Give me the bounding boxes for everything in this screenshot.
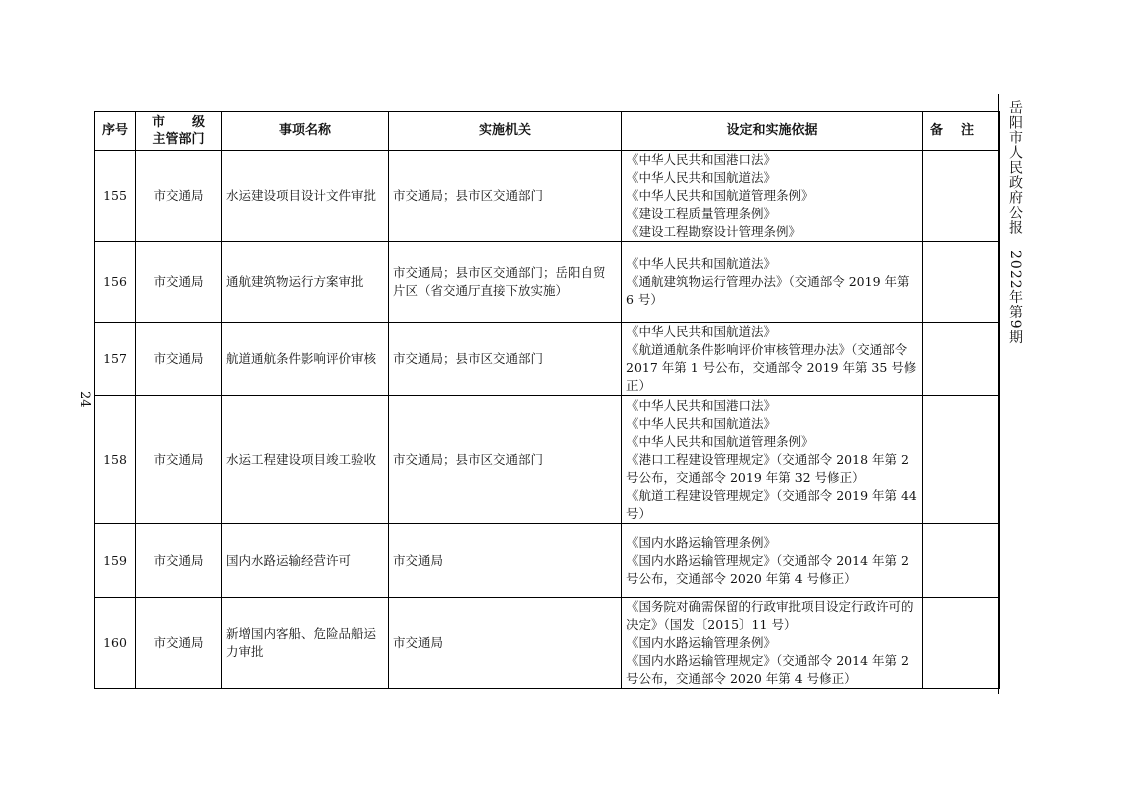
row-basis [622,396,923,524]
basis-line: 《国内水路运输管理规定》（交通部令 2014 年第 2 号公布，交通部令 2020 年第 4 号修正） [626,552,909,586]
header-dept-b: 级 [191,115,205,130]
row-note [923,598,1000,689]
basis-line: 《通航建筑物运行管理办法》（交通部令 2019 年第 6 号） [626,274,910,307]
basis-line: 《中华人民共和国港口法》 [626,397,777,413]
row-note [923,151,1000,242]
row-basis [622,242,923,323]
header-seq: 序号 [95,112,136,151]
basis-line: 《国内水路运输管理条例》 [626,635,777,650]
row-seq: 160 [95,598,136,689]
row-dept: 市交通局 [136,323,222,396]
row-item-name: 航道通航条件影响评价审核 [222,323,389,396]
row-dept: 市交通局 [136,524,222,598]
header-note: 备注 [923,112,1000,151]
row-seq: 156 [95,242,136,323]
row-note [923,242,1000,323]
header-dept [136,112,222,151]
basis-line: 《中华人民共和国港口法》 [626,152,777,167]
table-row [95,151,1000,242]
basis-line: 《建设工程勘察设计管理条例》 [626,224,802,239]
row-item-name: 通航建筑物运行方案审批 [222,242,389,323]
row-basis [622,323,923,396]
basis-line: 《中华人民共和国航道法》 [626,415,777,431]
header-item-name: 事项名称 [222,112,389,151]
table-header-row [95,112,1000,151]
row-agency: 市交通局；县市区交通部门 [389,151,622,242]
table-row [95,524,1000,598]
row-dept: 市交通局 [136,151,222,242]
row-seq: 157 [95,323,136,396]
row-seq: 155 [95,151,136,242]
row-agency: 市交通局；县市区交通部门；岳阳自贸片区（省交通厅直接下放实施） [389,242,622,323]
basis-line: 《航道通航条件影响评价审核管理办法》（交通部令 2017 年第 1 号公布，交通部令 2019 年第 35 号修正） [626,342,917,393]
basis-line: 《中华人民共和国航道法》 [626,256,777,271]
table-row [95,598,1000,689]
approval-items-table [94,111,1000,689]
row-dept: 市交通局 [136,396,222,524]
row-note [923,396,1000,524]
basis-line: 《建设工程质量管理条例》 [626,206,777,221]
row-item-name: 国内水路运输经营许可 [222,524,389,598]
row-basis [622,151,923,242]
basis-line: 《中华人民共和国航道法》 [626,324,777,339]
row-agency: 市交通局；县市区交通部门 [389,323,622,396]
basis-line: 《国内水路运输管理条例》 [626,534,777,550]
row-note [923,524,1000,598]
header-basis: 设定和实施依据 [622,112,923,151]
basis-line: 《航道工程建设管理规定》（交通部令 2019 年第 44 号） [626,487,917,521]
table-row [95,323,1000,396]
row-seq: 158 [95,396,136,524]
header-dept-line2: 主管部门 [152,132,205,147]
header-agency: 实施机关 [389,112,622,151]
basis-line: 《中华人民共和国航道法》 [626,170,777,185]
basis-line: 《国内水路运输管理规定》（交通部令 2014 年第 2 号公布，交通部令 2020 年第 4 号修正） [626,653,909,686]
row-note [923,323,1000,396]
basis-line: 《中华人民共和国航道管理条例》 [626,433,814,449]
row-agency: 市交通局 [389,598,622,689]
row-basis [622,598,923,689]
row-item-name: 水运建设项目设计文件审批 [222,151,389,242]
table-row [95,242,1000,323]
header-dept-a: 市 [152,115,166,130]
row-seq: 159 [95,524,136,598]
basis-line: 《港口工程建设管理规定》（交通部令 2018 年第 2 号公布，交通部令 2019 年第 32 号修正） [626,451,909,485]
row-agency: 市交通局 [389,524,622,598]
row-item-name: 新增国内客船、危险品船运力审批 [222,598,389,689]
row-item-name: 水运工程建设项目竣工验收 [222,396,389,524]
row-dept: 市交通局 [136,242,222,323]
basis-line: 《中华人民共和国航道管理条例》 [626,188,814,203]
page-number: 24 [77,390,92,408]
table-row [95,396,1000,524]
journal-title: 岳阳市人民政府公报 2022年第9期 [1007,100,1023,345]
basis-line: 《国务院对确需保留的行政审批项目设定行政许可的决定》（国发〔2015〕11 号） [626,599,914,632]
row-dept: 市交通局 [136,598,222,689]
row-basis [622,524,923,598]
row-agency: 市交通局；县市区交通部门 [389,396,622,524]
